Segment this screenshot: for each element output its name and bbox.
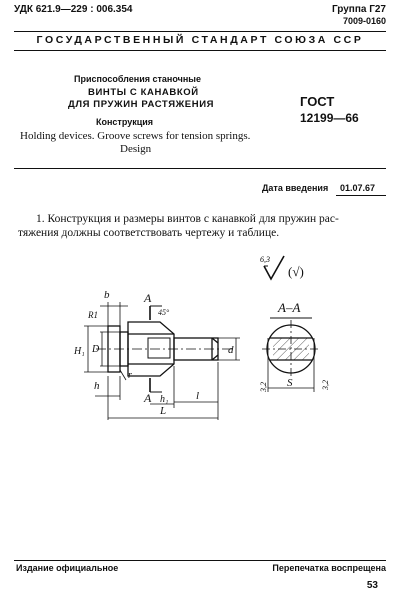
title-subtitle: Конструкция: [96, 117, 154, 127]
roughness-left: 3,2: [259, 382, 268, 392]
gost-label: ГОСТ: [300, 94, 335, 109]
gost-number: 12199—66: [300, 111, 359, 125]
label-d: d: [228, 344, 234, 356]
date-label: Дата введения: [262, 183, 329, 193]
state-standard-banner: ГОСУДАРСТВЕННЫЙ СТАНДАРТ СОЮЗА ССР: [36, 34, 364, 46]
paragraph-line-2: тяжения должны соответствовать чертежу и таблице.: [18, 227, 280, 239]
section-title: А–А: [278, 300, 301, 315]
label-b: b: [104, 289, 110, 301]
roughness-right: 3,2: [321, 380, 330, 390]
roughness-value: 6,3: [260, 255, 270, 264]
english-title-line-1: Holding devices. Groove screws for tension springs.: [20, 130, 251, 142]
title-line-2: ДЛЯ ПРУЖИН РАСТЯЖЕНИЯ: [68, 99, 215, 110]
label-diameter-d-upper: D: [92, 344, 100, 355]
date-value: 01.07.67: [340, 183, 376, 193]
label-h: h: [94, 380, 100, 392]
footer-reprint-prohibited: Перепечатка воспрещена: [272, 563, 386, 573]
english-title-line-2: Design: [120, 143, 152, 155]
label-h1-lower: h₁: [160, 394, 169, 405]
label-l: l: [196, 390, 200, 402]
paragraph-line-1: 1. Конструкция и размеры винтов с канавкой для пружин рас-: [36, 213, 339, 225]
label-r: r: [128, 370, 132, 381]
footer-official-edition: Издание официальное: [16, 563, 119, 573]
label-h1: H₁: [74, 346, 85, 357]
udk-code: УДК 621.9—229 : 006.354: [14, 4, 133, 15]
footer-rule: [14, 560, 386, 561]
title-line-1: ВИНТЫ С КАНАВКОЙ: [88, 87, 199, 98]
label-chamfer: 45°: [158, 308, 170, 317]
page-number: 53: [366, 580, 378, 591]
roughness-note: (√): [288, 264, 304, 279]
title-category: Приспособления станочные: [74, 74, 201, 84]
group-code: Группа Г27: [331, 4, 386, 15]
label-big-l: L: [160, 405, 167, 417]
label-a-bottom: А: [144, 391, 152, 405]
label-r1: R1: [88, 310, 98, 320]
label-s: S: [287, 377, 293, 389]
classifier-code: 7009-0160: [342, 16, 386, 26]
label-a-top: А: [144, 291, 152, 305]
